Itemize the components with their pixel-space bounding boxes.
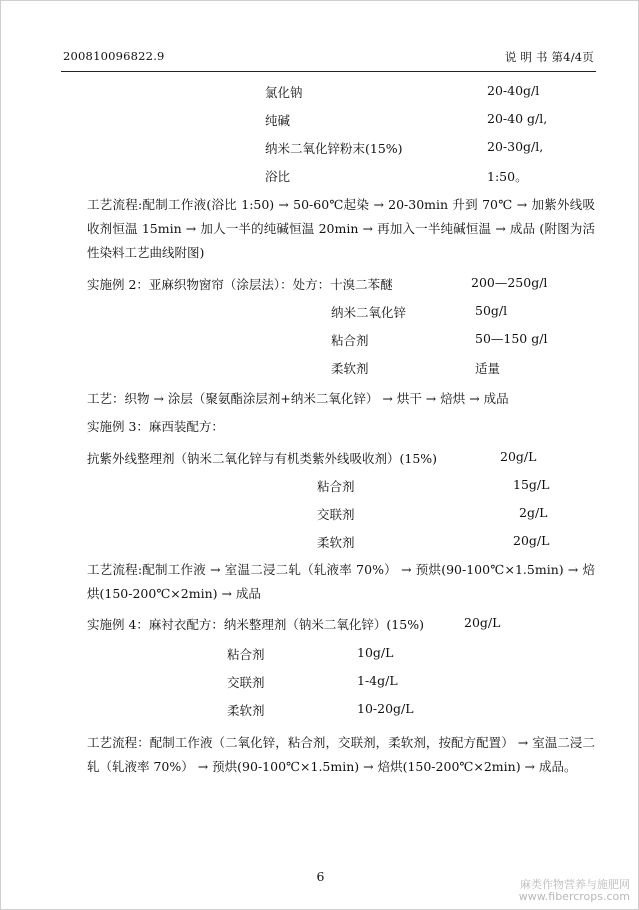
example2-item-name: 纳米二氧化锌 (331, 305, 407, 320)
example3-heading: 实施例 3：麻西装配方： (87, 419, 224, 434)
example2-first-value: 200—250g/l (471, 275, 548, 290)
example4-item-value: 10-20g/L (357, 701, 414, 716)
example3-item-name: 粘合剂 (317, 479, 355, 494)
example2-item-name: 粘合剂 (331, 333, 369, 348)
example3-item-name: 交联剂 (317, 507, 355, 522)
example4-item-value: 1-4g/L (357, 673, 398, 688)
page-number: 6 (316, 869, 325, 884)
example3-item-name: 柔软剂 (317, 535, 355, 550)
example2-process: 工艺：织物 → 涂层（聚氨酯涂层剂+纳米二氧化锌） → 烘干 → 焙烘 → 成品 (87, 391, 509, 406)
recipe1-value: 20-40 g/l, (487, 111, 548, 126)
recipe1-value: 20-30g/l, (487, 139, 544, 154)
example3-agent-value: 20g/L (500, 449, 537, 464)
watermark-line2: www.fibercrops.com (518, 890, 630, 903)
watermark-line1: 麻类作物营养与施肥网 (520, 878, 630, 891)
recipe1-name: 氯化钠 (265, 85, 303, 100)
example4-item-name: 柔软剂 (227, 703, 265, 718)
recipe1-value: 1:50。 (487, 169, 528, 184)
example2-heading: 实施例 2：亚麻织物窗帘（涂层法）：处方：十溴二苯醚 (87, 277, 393, 292)
example3-process: 工艺流程:配制工作液 → 室温二浸二轧（轧液率 70%） → 预烘(90-100℃×1.5min) → 焙烘(150-200℃×2min) → 成品 (87, 562, 595, 601)
recipe1-name: 浴比 (265, 169, 291, 184)
example3-item-value: 15g/L (513, 477, 550, 492)
example4-item-name: 粘合剂 (227, 647, 265, 662)
example3-item-value: 20g/L (513, 533, 550, 548)
watermark (519, 879, 630, 903)
document-number: 200810096822.9 (63, 49, 165, 63)
recipe1-name: 纯碱 (265, 113, 291, 128)
example2-item-value: 适量 (475, 361, 501, 376)
example4-process: 工艺流程：配制工作液（二氧化锌，粘合剂，交联剂，柔软剂，按配方配置） → 室温二浸二轧（轧液率 70%） → 预烘(90-100℃×1.5min) → 焙烘(150-200℃×2min) → 成品。 (87, 735, 595, 774)
example2-item-value: 50g/l (475, 303, 508, 318)
example3-item-value: 2g/L (519, 505, 548, 520)
header-rule (61, 71, 596, 72)
example2-item-value: 50—150 g/l (475, 331, 548, 346)
recipe1-value: 20-40g/l (487, 83, 540, 98)
example4-heading-value: 20g/L (464, 615, 501, 630)
example4-item-name: 交联剂 (227, 675, 265, 690)
recipe1-name: 纳米二氧化锌粉末(15%) (265, 141, 403, 156)
example2-item-name: 柔软剂 (331, 361, 369, 376)
example4-item-value: 10g/L (357, 645, 394, 660)
example4-heading: 实施例 4：麻衬衣配方：纳米整理剂（钠米二氧化锌）(15%) (87, 617, 424, 632)
document-label: 说 明 书 第4/4页 (504, 50, 594, 64)
example3-agent: 抗紫外线整理剂（钠米二氧化锌与有机类紫外线吸收剂）(15%) (87, 451, 438, 466)
process1-paragraph: 工艺流程:配制工作液(浴比 1:50) → 50-60℃起染 → 20-30min 升到 70℃ → 加紫外线吸收剂恒温 15min → 加人一半的纯碱恒温 20min → 再加入一半纯碱恒温 → 成品 (附图为活性染料工艺曲线附图) (87, 197, 595, 260)
